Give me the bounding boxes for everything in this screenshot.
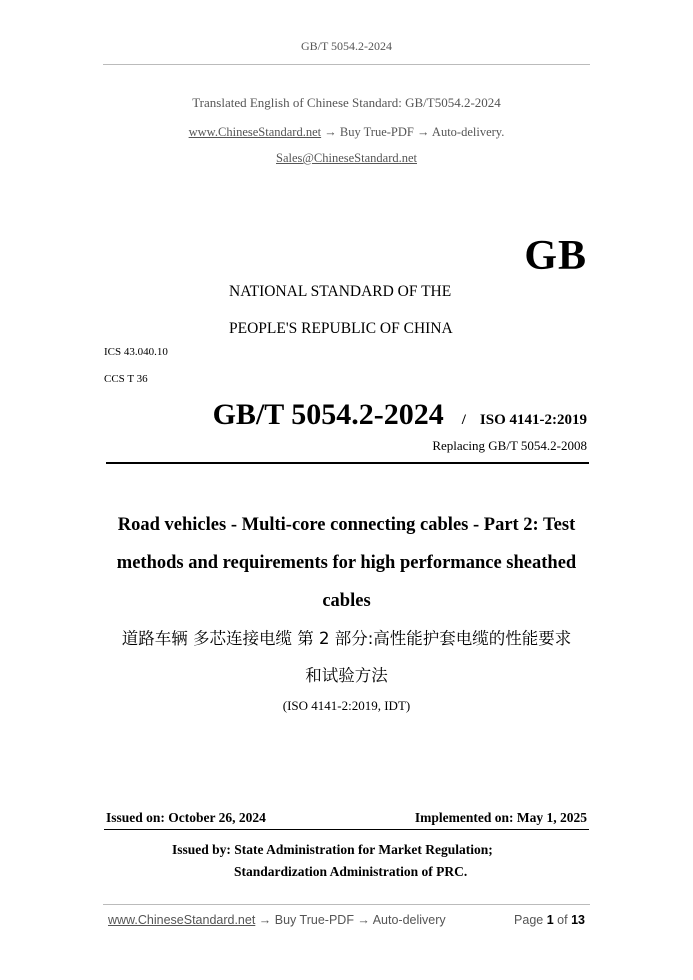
footer-site-link[interactable]: www.ChineseStandard.net [108, 913, 256, 927]
footer-purchase-line [108, 913, 446, 927]
footer-buy-text: → Buy True-PDF → Auto-delivery [258, 913, 446, 927]
page-indicator [514, 913, 585, 927]
page-label: Page [514, 913, 544, 927]
chinese-title [80, 620, 613, 694]
standard-number-line [213, 398, 587, 432]
dates-divider [104, 829, 589, 830]
issued-on-date: Issued on: October 26, 2024 [106, 810, 266, 825]
purchase-line [0, 125, 693, 140]
national-standard-line2: PEOPLE'S REPUBLIC OF CHINA [229, 320, 453, 337]
iso-equivalence: (ISO 4141-2:2019, IDT) [282, 698, 411, 713]
implemented-on-date: Implemented on: May 1, 2025 [414, 810, 587, 825]
header-divider [103, 64, 590, 65]
page-current: 1 [546, 913, 554, 927]
separator-slash: / [461, 412, 466, 428]
buy-text: → Buy True-PDF → Auto-delivery. [324, 125, 505, 139]
national-standard-line1: NATIONAL STANDARD OF THE [229, 283, 452, 300]
sales-line [0, 151, 693, 166]
page-of: of [557, 913, 568, 927]
footer-divider [103, 904, 590, 905]
title-divider [106, 462, 589, 464]
site-link[interactable]: www.ChineseStandard.net [188, 125, 322, 139]
chinese-title-line1: 道路车辆 多芯连接电缆 第 2 部分:高性能护套电缆的性能要求 [121, 629, 572, 648]
english-title-line3: cables [322, 591, 371, 611]
translation-notice: Translated English of Chinese Standard: GB/T5054.2-2024 [192, 95, 501, 110]
sales-email-link[interactable]: Sales@ChineseStandard.net [276, 151, 417, 165]
english-title [80, 506, 613, 620]
english-title-line2: methods and requirements for high performance sheathed [116, 553, 577, 573]
running-header: GB/T 5054.2-2024 [300, 39, 393, 53]
english-title-line1: Road vehicles - Multi-core connecting cables - Part 2: Test [117, 515, 576, 535]
iso-number: ISO 4141-2:2019 [479, 412, 587, 428]
standard-number: GB/T 5054.2-2024 [212, 398, 444, 431]
page-total: 13 [571, 913, 585, 927]
issued-by-line1: Issued by: State Administration for Market Regulation; [172, 842, 493, 857]
ccs-code: CCS T 36 [104, 373, 148, 385]
replacing-note: Replacing GB/T 5054.2-2008 [432, 438, 587, 453]
ics-code: ICS 43.040.10 [104, 346, 168, 358]
gb-mark: GB [524, 233, 587, 279]
issued-by-line2: Standardization Administration of PRC. [234, 864, 468, 879]
chinese-title-line2: 和试验方法 [305, 666, 388, 685]
